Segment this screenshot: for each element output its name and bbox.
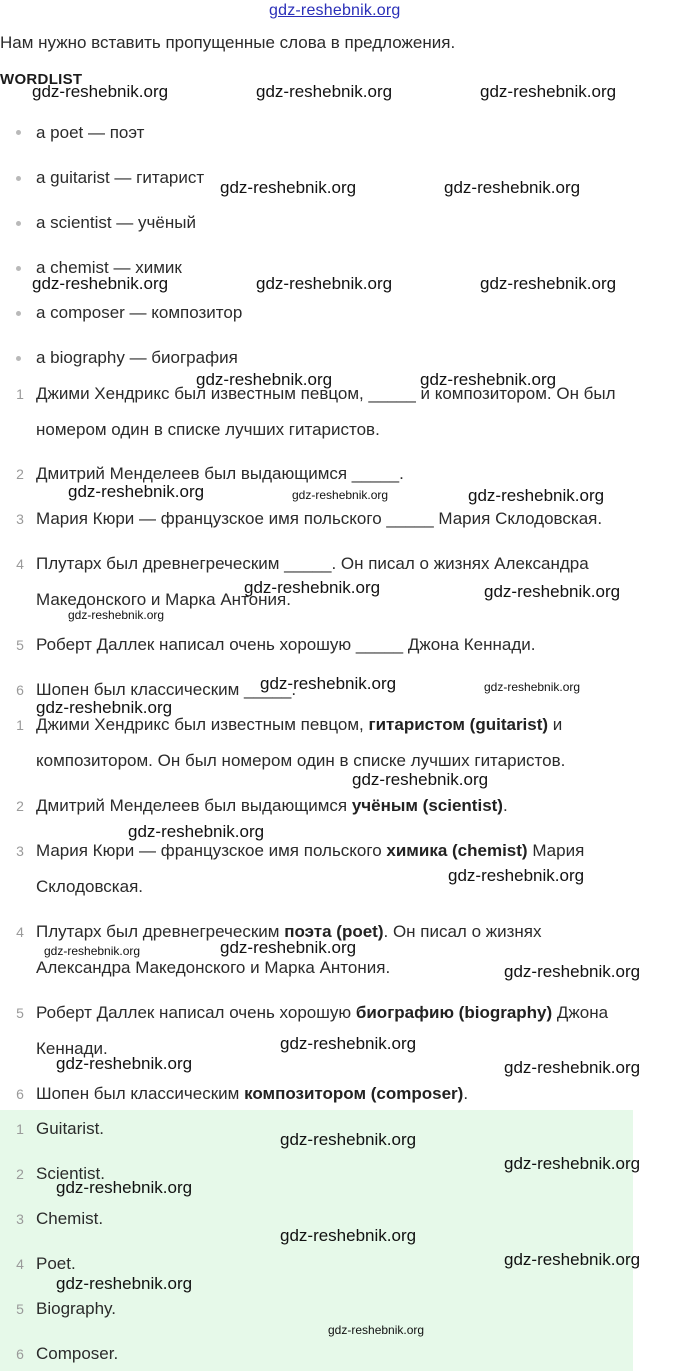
watermark-small: gdz-reshebnik.org: [44, 944, 141, 958]
exercise-number: 3: [16, 511, 24, 527]
watermark: gdz-reshebnik.org: [56, 1178, 193, 1197]
watermark: gdz-reshebnik.org: [280, 1130, 417, 1149]
short-answer-number: 3: [16, 1211, 24, 1227]
answer-sentence: Плутарх был древнегреческим поэта (poet). Он писал о жизнях: [36, 922, 542, 941]
answer-number: 6: [16, 1086, 24, 1102]
answer-sentence-cont: Александра Македонского и Марка Антония.: [36, 958, 391, 977]
watermark: gdz-reshebnik.org: [504, 962, 641, 981]
exercise-sentence-cont: Македонского и Марка Антония.: [36, 590, 291, 609]
answer-word: биографию (biography): [355, 1003, 553, 1022]
wordlist-item: a composer — композитор: [36, 303, 243, 322]
answer-word: поэта (poet): [284, 922, 384, 941]
short-answer: Biography.: [36, 1299, 117, 1318]
wordlist-item: a chemist — химик: [36, 258, 182, 277]
bullet-dot: [16, 311, 21, 316]
exercise-sentence: Плутарх был древнегреческим _____. Он писал о жизнях Александра: [36, 554, 589, 573]
bullet-dot: [16, 221, 21, 226]
watermark: gdz-reshebnik.org: [444, 178, 581, 197]
watermark: gdz-reshebnik.org: [68, 482, 205, 501]
short-answer: Composer.: [36, 1344, 119, 1363]
watermark-small: gdz-reshebnik.org: [484, 680, 581, 694]
answer-sentence: Дмитрий Менделеев был выдающимся учёным (scientist).: [36, 796, 508, 815]
watermark: gdz-reshebnik.org: [196, 370, 333, 389]
wordlist-item: a poet — поэт: [36, 123, 145, 142]
exercise-sentence: Дмитрий Менделеев был выдающимся _____.: [36, 464, 404, 483]
intro-text: Нам нужно вставить пропущенные слова в предложения.: [0, 33, 456, 52]
answer-number: 2: [16, 798, 24, 814]
bullet-dot: [16, 356, 21, 361]
answer-sentence: Шопен был классическим композитором (composer).: [36, 1084, 469, 1103]
watermark: gdz-reshebnik.org: [484, 582, 621, 601]
answer-sentence-cont: Кеннади.: [36, 1039, 108, 1058]
exercise-sentence: Роберт Даллек написал очень хорошую _____ Джона Кеннади.: [36, 635, 536, 654]
exercise-number: 4: [16, 556, 24, 572]
exercise-sentence: Джими Хендрикс был известным певцом, _____ и композитором. Он был: [36, 384, 616, 403]
answer-sentence: Мария Кюри — французское имя польского химика (chemist) Мария: [36, 841, 585, 860]
watermark: gdz-reshebnik.org: [280, 1226, 417, 1245]
short-answer-number: 1: [16, 1121, 24, 1137]
watermark: gdz-reshebnik.org: [220, 938, 357, 957]
bullet-dot: [16, 176, 21, 181]
watermark: gdz-reshebnik.org: [480, 274, 617, 293]
wordlist-item: a biography — биография: [36, 348, 238, 367]
top-watermark-link[interactable]: gdz-reshebnik.org: [269, 2, 401, 19]
exercise-number: 5: [16, 637, 24, 653]
exercise-sentence-cont: номером один в списке лучших гитаристов.: [36, 420, 380, 439]
wordlist-item: a scientist — учёный: [36, 213, 196, 232]
short-answer: Guitarist.: [36, 1119, 105, 1138]
answer-number: 4: [16, 924, 24, 940]
wordlist-title: WORDLIST: [0, 71, 83, 88]
watermark: gdz-reshebnik.org: [244, 578, 381, 597]
watermark: gdz-reshebnik.org: [220, 178, 357, 197]
answer-number: 5: [16, 1005, 24, 1021]
short-answer-number: 5: [16, 1301, 24, 1317]
watermark: gdz-reshebnik.org: [36, 698, 173, 717]
answer-sentence: Джими Хендрикс был известным певцом, гитаристом (guitarist) и: [36, 715, 563, 734]
answer-word: композитором (composer): [244, 1084, 464, 1103]
short-answer-number: 4: [16, 1256, 24, 1272]
exercise-number: 2: [16, 466, 24, 482]
watermark: gdz-reshebnik.org: [32, 82, 169, 101]
answer-number: 3: [16, 843, 24, 859]
watermark: gdz-reshebnik.org: [56, 1274, 193, 1293]
answer-number: 1: [16, 717, 24, 733]
answer-word: химика (chemist): [386, 841, 528, 860]
watermark: gdz-reshebnik.org: [420, 370, 557, 389]
wordlist-item: a guitarist — гитарист: [36, 168, 205, 187]
watermark: gdz-reshebnik.org: [352, 770, 489, 789]
watermark: gdz-reshebnik.org: [56, 1054, 193, 1073]
watermark: gdz-reshebnik.org: [280, 1034, 417, 1053]
watermark-small: gdz-reshebnik.org: [328, 1323, 425, 1337]
short-answer: Chemist.: [36, 1209, 104, 1228]
short-answer: Scientist.: [36, 1164, 105, 1183]
watermark: gdz-reshebnik.org: [504, 1250, 641, 1269]
exercise-sentence: Мария Кюри — французское имя польского _____ Мария Склодовская.: [36, 509, 603, 528]
answer-sentence-cont: Склодовская.: [36, 877, 144, 896]
watermark: gdz-reshebnik.org: [260, 674, 397, 693]
exercise-sentence: Шопен был классическим _____.: [36, 680, 297, 699]
watermark: gdz-reshebnik.org: [468, 486, 605, 505]
bullet-dot: [16, 130, 21, 135]
watermark: gdz-reshebnik.org: [256, 82, 393, 101]
exercise-number: 1: [16, 386, 24, 402]
watermark: gdz-reshebnik.org: [448, 866, 585, 885]
watermark: gdz-reshebnik.org: [504, 1154, 641, 1173]
answer-word: учёным (scientist): [351, 796, 503, 815]
watermark: gdz-reshebnik.org: [504, 1058, 641, 1077]
bullet-dot: [16, 266, 21, 271]
watermark: gdz-reshebnik.org: [128, 822, 265, 841]
short-answer-number: 2: [16, 1166, 24, 1182]
exercise-number: 6: [16, 682, 24, 698]
watermark: gdz-reshebnik.org: [480, 82, 617, 101]
watermark: gdz-reshebnik.org: [32, 274, 169, 293]
watermark-small: gdz-reshebnik.org: [292, 488, 389, 502]
answer-word: гитаристом (guitarist): [368, 715, 549, 734]
answer-sentence-cont: композитором. Он был номером один в списке лучших гитаристов.: [36, 751, 566, 770]
short-answer-number: 6: [16, 1346, 24, 1362]
watermark-small: gdz-reshebnik.org: [68, 608, 165, 622]
watermark: gdz-reshebnik.org: [256, 274, 393, 293]
answer-sentence: Роберт Даллек написал очень хорошую биографию (biography) Джона: [36, 1003, 609, 1022]
short-answer: Poet.: [36, 1254, 76, 1273]
